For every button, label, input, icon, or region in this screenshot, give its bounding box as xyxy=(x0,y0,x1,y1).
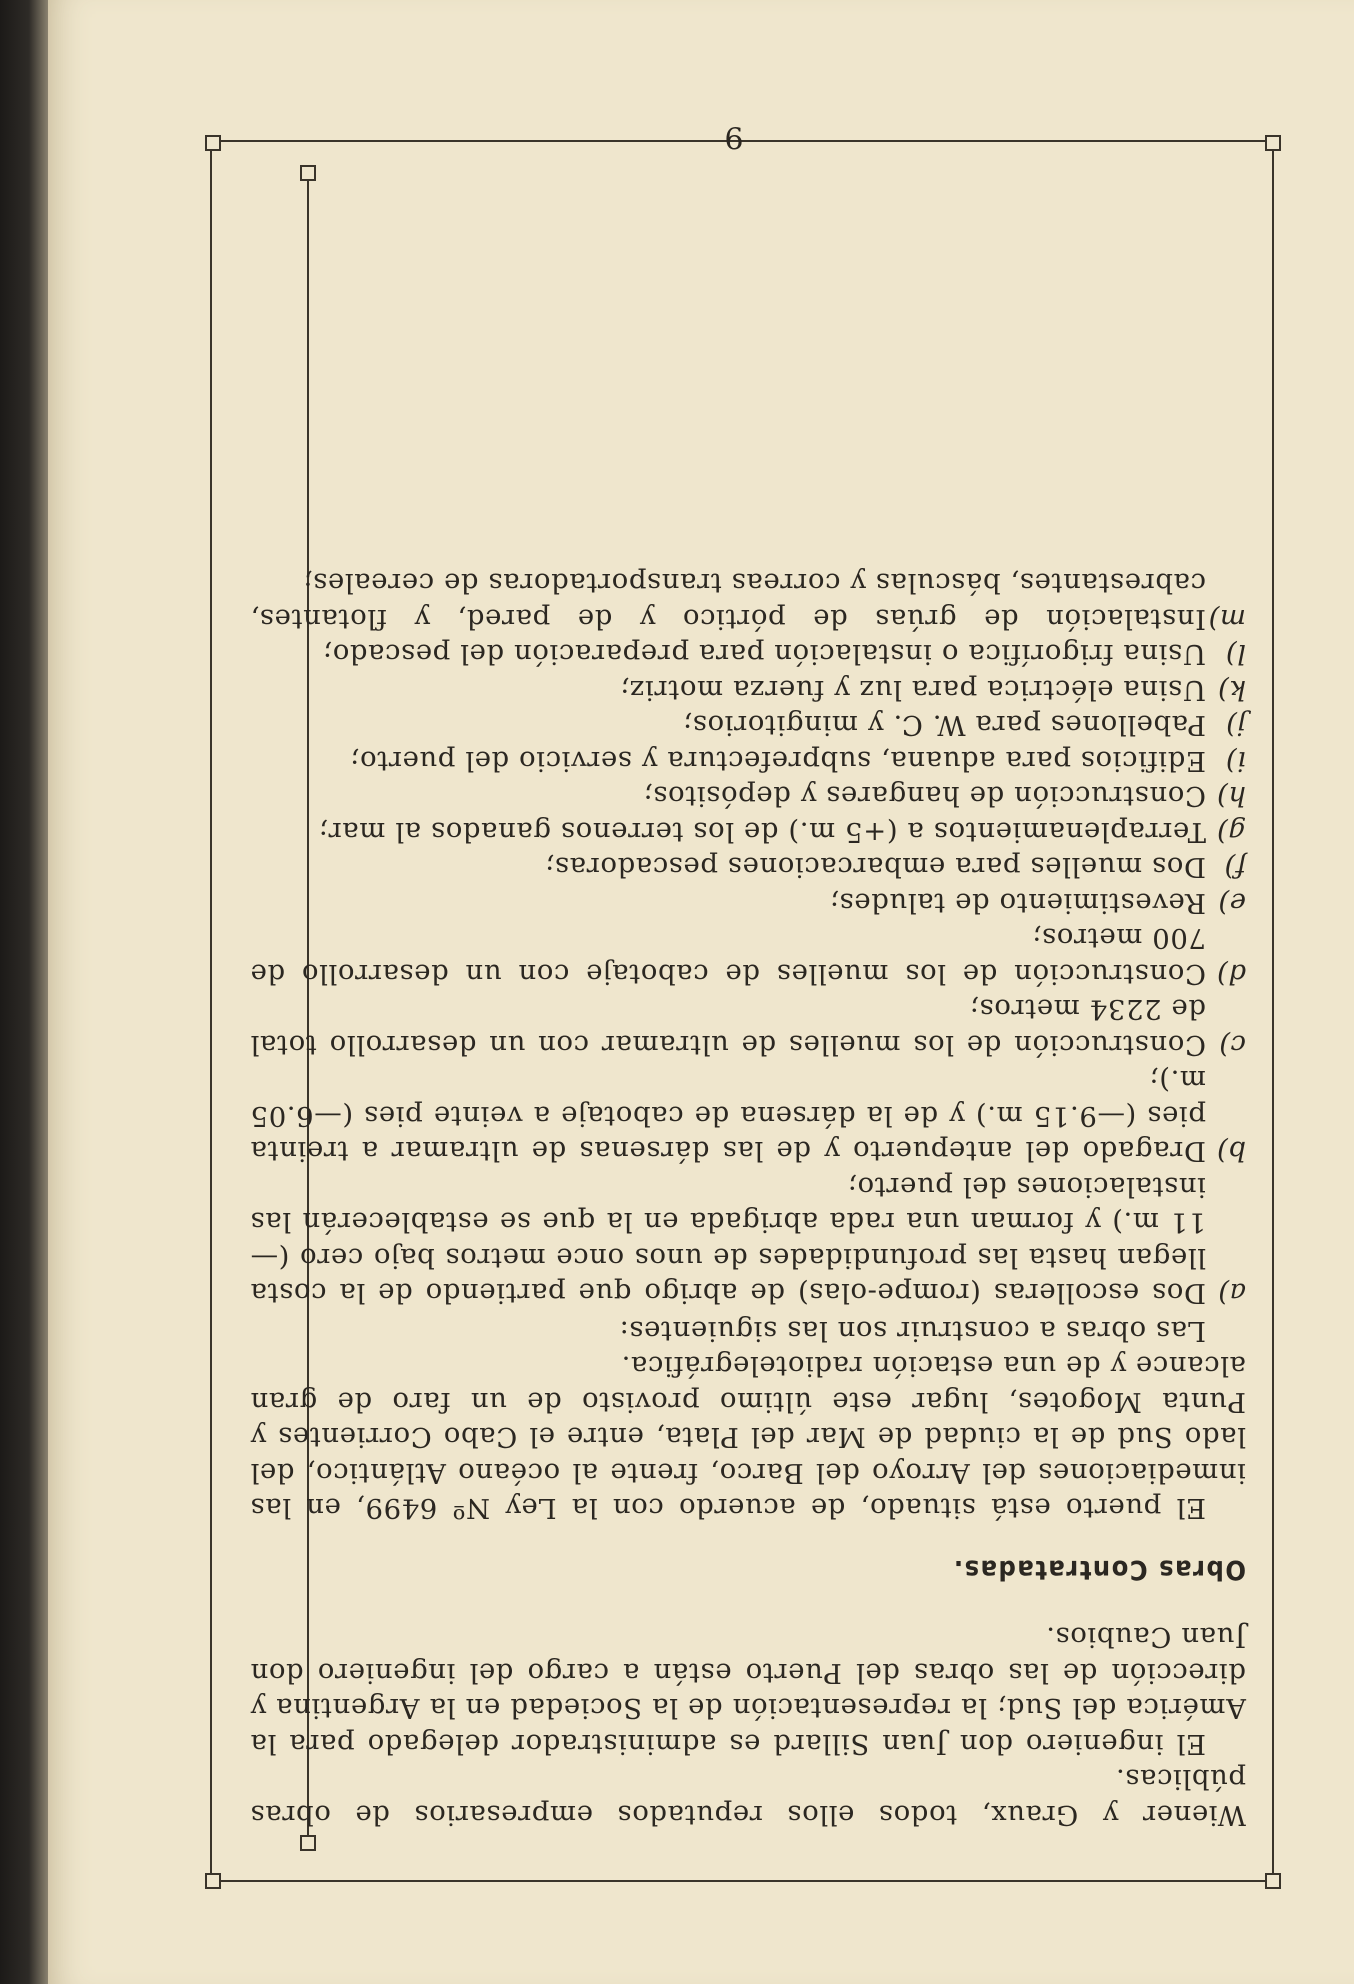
item-letter: c) xyxy=(1218,1029,1246,1061)
item-letter: h) xyxy=(1216,780,1246,813)
item-letter: j) xyxy=(1225,709,1246,742)
item-text: Usina frigorífica o instalación para preparación del pescado; xyxy=(322,638,1206,671)
list-item xyxy=(250,672,1246,708)
item-text: Dos escolleras (rompe-olas) de abrigo que partiendo de la costa llegan hasta las profundidades de unos once metros bajo cero (—11 m.) y forman una rada abrigada en la que se establecerán las instalaciones del puerto; xyxy=(250,1171,1206,1310)
list-item xyxy=(250,636,1246,672)
item-text: Construcción de hangares y depósitos; xyxy=(642,780,1206,813)
list-item xyxy=(250,565,1246,636)
frame-corner-mark xyxy=(205,1873,221,1889)
item-text: Edificios para aduana, subprefectura y servicio del puerto; xyxy=(349,745,1206,777)
list-item xyxy=(250,707,1246,743)
list-item xyxy=(250,814,1246,850)
item-letter: l) xyxy=(1225,638,1246,671)
section-heading: Obras Contratadas. xyxy=(952,1554,1246,1585)
item-letter: k) xyxy=(1217,674,1246,706)
list-item xyxy=(250,920,1246,991)
item-letter: e) xyxy=(1217,887,1246,919)
item-letter: m) xyxy=(1207,603,1246,635)
frame-corner-mark xyxy=(205,135,221,151)
frame-corner-mark xyxy=(300,165,316,181)
frame-corner-mark xyxy=(1265,1873,1281,1889)
item-text: Instalación de grúas de pórtico y de pared, y flotantes, cabrestantes, básculas y correas transportadoras de cereales; xyxy=(250,567,1206,635)
paragraph: Las obras a construir son las siguientes: xyxy=(618,1315,1206,1347)
frame-corner-mark xyxy=(300,1835,316,1851)
item-text: Usina eléctrica para luz y fuerza motriz; xyxy=(619,674,1206,706)
item-letter: a) xyxy=(1217,1277,1246,1310)
list-item xyxy=(250,991,1246,1062)
item-text: Dragado del antepuerto y de las dársenas de ultramar a treinta pies (—9.15 m.) y de la dársena de cabotaje a veinte pies (—6.05 m.); xyxy=(250,1064,1206,1168)
item-letter: i) xyxy=(1225,745,1246,777)
item-text: Construcción de los muelles de ultramar con un desarrollo total de 2234 metros; xyxy=(250,993,1206,1061)
list-item xyxy=(250,743,1246,779)
item-letter: d) xyxy=(1216,958,1246,990)
item-text: Construcción de los muelles de cabotaje con un desarrollo de 700 metros; xyxy=(250,922,1206,990)
list-item xyxy=(250,885,1246,921)
item-letter: b) xyxy=(1216,1135,1246,1168)
paragraph: Wiener y Graux, todos ellos reputados empresarios de obras públicas. xyxy=(250,1763,1246,1831)
list-item xyxy=(250,849,1246,885)
list-item xyxy=(250,1062,1246,1169)
paragraph: El puerto está situado, de acuerdo con la Ley Nº 6499, en las inmediaciones del Arroyo del Barco, frente al océano Atlántico, del lado Sud de la ciudad de Mar del Plata, entre el Cabo Corrientes y Punta Mogotes, lugar este último provisto de un faro de gran alcance y de una estación radiotelegráfica. xyxy=(250,1350,1246,1525)
page-number: 9 xyxy=(724,119,744,154)
body-text xyxy=(250,565,1246,1832)
item-letter: g) xyxy=(1216,816,1246,848)
item-text: Terraplenamientos a (+5 m.) de los terrenos ganados al mar; xyxy=(318,816,1206,848)
list-item xyxy=(250,1169,1246,1311)
works-list xyxy=(250,565,1246,1311)
list-item xyxy=(250,778,1246,814)
item-text: Pabellones para W. C. y mingitorios; xyxy=(682,709,1206,742)
paragraph: El ingeniero don Juan Sillard es administrador delegado para la América del Sud; la representación de la Sociedad en la Argentina y dirección de las obras del Puerto están a cargo del ingeniero don Juan Caubios. xyxy=(250,1621,1246,1760)
item-text: Revestimiento de taludes; xyxy=(829,887,1206,919)
frame-corner-mark xyxy=(1265,135,1281,151)
item-text: Dos muelles para embarcaciones pescadoras; xyxy=(544,851,1206,884)
item-letter: f) xyxy=(1223,851,1246,884)
